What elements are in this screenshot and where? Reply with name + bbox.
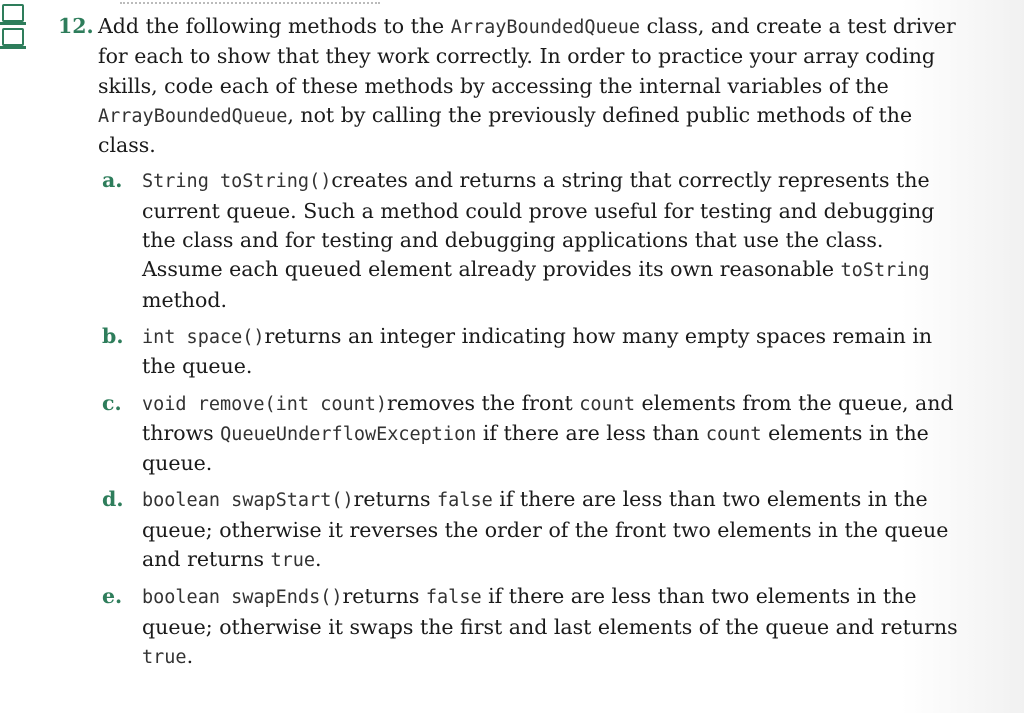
laptop-icon[interactable] <box>2 4 24 22</box>
item-text <box>142 324 932 378</box>
text-run: elements in the queue. <box>142 420 929 476</box>
code-term: false <box>437 490 493 512</box>
text-run: . <box>186 643 194 668</box>
text-run: , not by calling the previously defined public methods of the class. <box>98 102 913 158</box>
text-run: if there are less than two elements in the queue; otherwise it reverses the order of the front two elements in the queue and returns <box>142 487 949 572</box>
laptop-icon[interactable] <box>2 28 24 46</box>
code-term: false <box>425 587 482 609</box>
exercise-item-a <box>102 166 962 314</box>
text-run: . <box>315 547 322 572</box>
text-run: elements from the queue, and throws <box>142 390 954 445</box>
exercise-item-b <box>102 322 962 382</box>
code-term: QueueUnderflowException <box>220 423 477 445</box>
code-term: boolean swapStart() <box>142 490 354 512</box>
text-run: Add the following methods to the <box>98 14 451 38</box>
item-letter: b. <box>102 323 124 348</box>
exercise-number: 12. <box>58 14 94 38</box>
item-text <box>142 584 958 668</box>
item-letter: a. <box>102 168 123 193</box>
exercise-item-e <box>102 582 962 672</box>
text-run: if there are less than two elements in the queue; otherwise it swaps the first and last elements of the queue and returns <box>142 584 958 639</box>
previous-page-text-fragment <box>120 0 380 4</box>
exercise-item-c <box>102 389 962 479</box>
item-letter: e. <box>102 584 123 609</box>
code-term: int space() <box>142 326 265 348</box>
item-letter: c. <box>102 390 122 415</box>
sidebar-icons <box>2 4 42 52</box>
text-run: class, and create a test driver for each to show that they work correctly. In order to practice your array coding skills, code each of these methods by accessing the internal variables of the <box>98 14 956 98</box>
text-run: returns <box>342 584 426 609</box>
item-text <box>142 487 948 571</box>
code-term: void remove(int count) <box>142 393 388 415</box>
text-run: returns an integer indicating how many empty spaces remain in the queue. <box>142 323 933 379</box>
exercise-item-d <box>102 485 962 575</box>
code-term: true <box>270 550 316 572</box>
exercise-items <box>102 166 958 672</box>
exercise-intro <box>98 12 958 160</box>
text-run: if there are less than <box>476 420 706 445</box>
code-term: count <box>705 423 762 445</box>
code-term: true <box>142 646 187 668</box>
code-term: ArrayBoundedQueue <box>450 17 641 38</box>
text-run: method. <box>142 287 227 312</box>
text-run: returns <box>353 487 438 512</box>
code-term: boolean swapEnds() <box>142 587 343 609</box>
code-term: ArrayBoundedQueue <box>98 105 288 127</box>
code-term: toString <box>840 260 930 282</box>
code-term: count <box>579 393 635 415</box>
text-run: removes the front <box>387 390 580 415</box>
item-text <box>142 168 934 311</box>
exercise-12 <box>58 12 958 679</box>
item-letter: d. <box>102 487 124 512</box>
text-run: creates and returns a string that correctly represents the current queue. Such a method could prove useful for testing and debugging the class and for testing and debugging applications that use the class. Assume each queued element already provides its own reasonable <box>142 168 935 282</box>
item-text <box>142 391 954 476</box>
code-term: String toString() <box>142 171 332 193</box>
